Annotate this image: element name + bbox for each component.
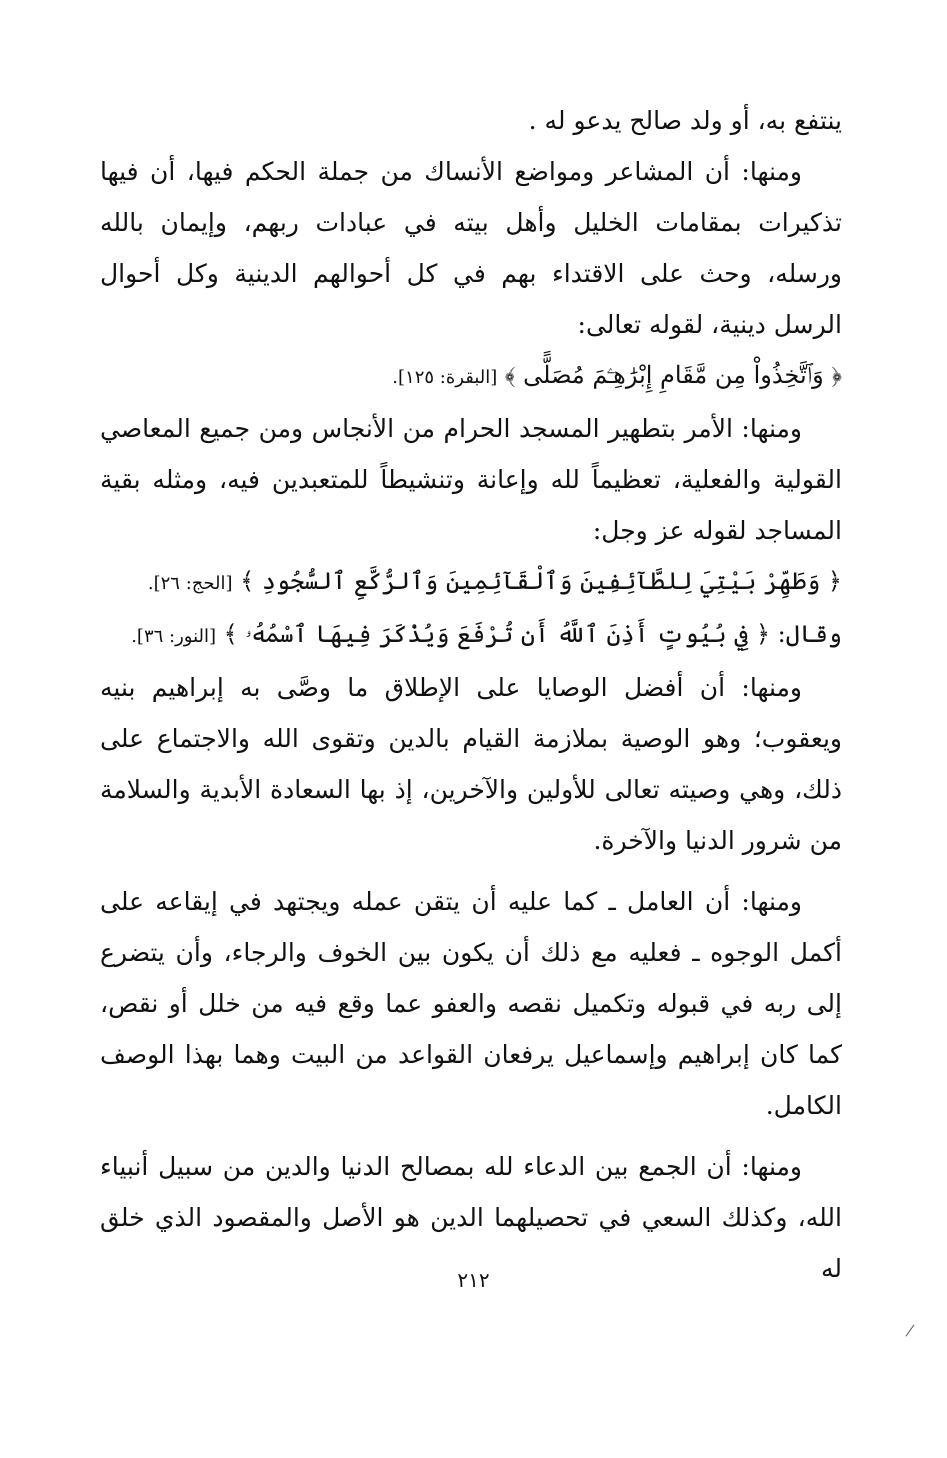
verse-text: ﴿ فِي بُيُوتٍ أَذِنَ ٱللَّهُ أَن تُرْفَعَ وَيُذْكَرَ فِيهَا ٱسْمُهُۥ ﴾ <box>223 620 771 648</box>
paragraph-continuation: ينتفع به، أو ولد صالح يدعو له . <box>528 106 842 135</box>
quran-verse-baqarah <box>100 350 842 403</box>
paragraph-supplication: ومنها: أن الجمع بين الدعاء لله بمصالح الدنيا والدين من سبيل أنبياء الله، وكذلك السعي في تحصيلهما الدين هو الأصل والمقصود الذي خلق له <box>100 1152 842 1283</box>
page-body <box>100 95 842 1304</box>
paragraph-worker: ومنها: أن العامل ـ كما عليه أن يتقن عمله ويجتهد في إيقاعه على أكمل الوجوه ـ فعليه مع ذلك أن يكون بين الخوف والرجاء، وأن يتضرع إلى ربه في قبوله وتكميل نقصه والعفو عما وقع فيه من خلل أو نقص، كما كان إبراهيم وإسماعيل يرفعان القواعد من البيت وهما بهذا الوصف الكامل. <box>100 887 842 1120</box>
verse-text: ﴿ وَطَهِّرْ بَيْتِيَ لِلطَّآئِفِينَ وَٱلْقَآئِمِينَ وَٱلرُّكَّعِ ٱلسُّجُودِ ﴾ <box>240 567 842 595</box>
paragraph-purification: ومنها: الأمر بتطهير المسجد الحرام من الأنجاس ومن جميع المعاصي القولية والفعلية، تعظيماً لله وإعانة وتنشيطاً للمتعبدين فيه، ومثله بقية المساجد لقوله عز وجل: <box>100 414 842 545</box>
verse-reference: [الحج: ٢٦]. <box>147 573 233 594</box>
quran-verse-nur <box>100 609 842 662</box>
paragraph-rituals: ومنها: أن المشاعر ومواضع الأنساك من جملة الحكم فيها، أن فيها تذكيرات بمقامات الخليل وأهل بيته في عبادات ربهم، وإيمان بالله ورسله، وحث على الاقتداء بهم في كل أحوالهم الدينية وكل أحوال الرسل دينية، لقوله تعالى: <box>100 157 842 339</box>
verse-reference: [النور: ٣٦]. <box>131 626 217 647</box>
quran-verse-hajj <box>100 556 842 609</box>
paragraph-best-advice: ومنها: أن أفضل الوصايا على الإطلاق ما وصَّى به إبراهيم بنيه ويعقوب؛ وهو الوصية بملازمة القيام بالدين وتقوى الله والاجتماع على ذلك، وهي وصيته تعالى للأولين والآخرين، إذ بها السعادة الأبدية والسلامة من شرور الدنيا والآخرة. <box>100 673 842 855</box>
verse-text: ﴿ وَٱتَّخِذُواْ مِن مَّقَامِ إِبْرَٰهِـۧمَ مُصَلًّى ﴾ <box>504 361 842 389</box>
verse-reference: [البقرة: ١٢٥]. <box>392 367 498 388</box>
verse-lead: وقال: <box>777 620 842 648</box>
scan-mark <box>906 1324 915 1336</box>
page-number: ٢١٢ <box>457 1268 490 1292</box>
